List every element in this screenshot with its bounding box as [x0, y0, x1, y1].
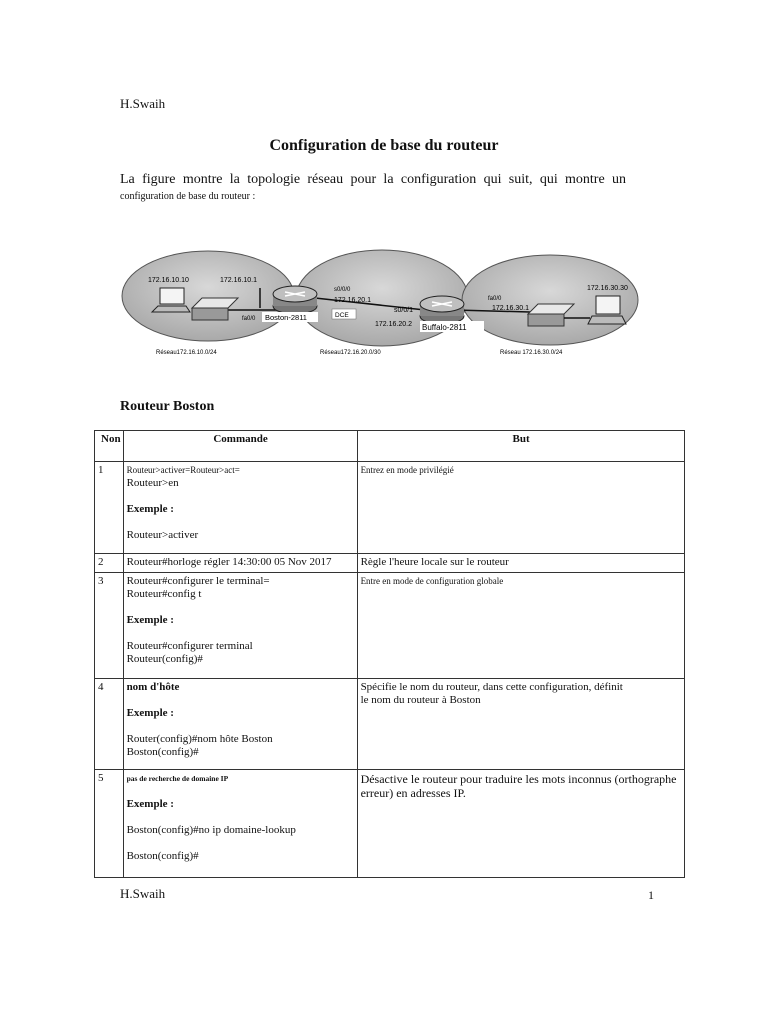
intro-line-1: La figure montre la topologie réseau pour la configuration qui suit, qui montre un: [120, 172, 626, 187]
command-text: Routeur>activer=Routeur>act=: [126, 465, 240, 475]
label-network-1: Réseau172.16.10.0/24: [156, 350, 217, 356]
header-num: Non: [95, 431, 124, 462]
example-label: Exemple :: [126, 798, 174, 810]
row-command: Routeur#horloge régler 14:30:00 05 Nov 2017: [123, 554, 357, 573]
example-label: Exemple :: [126, 707, 174, 719]
row-command: [123, 679, 357, 770]
command-text: Routeur#configurer le terminal=: [126, 575, 270, 587]
purpose-text: Entre en mode de configuration globale: [360, 576, 504, 586]
example-label: Exemple :: [126, 503, 174, 515]
row-number: 1: [95, 462, 124, 554]
table-row: [95, 679, 685, 770]
row-purpose: [357, 679, 684, 770]
row-number: 5: [95, 770, 124, 878]
label-buffalo-fa: fa0/0: [488, 296, 502, 302]
row-purpose: [357, 770, 684, 878]
example-label: Exemple :: [126, 614, 174, 626]
network-topology-diagram: [120, 248, 642, 364]
row-purpose: Règle l'heure locale sur le routeur: [357, 554, 684, 573]
command-text: Routeur#config t: [126, 588, 202, 600]
command-text: Routeur>en: [126, 477, 179, 489]
router-boston-icon: [273, 286, 317, 314]
router-buffalo-icon: [420, 296, 464, 324]
intro-line-2: configuration de base du routeur :: [120, 191, 256, 202]
example-line: Routeur(config)#: [126, 653, 203, 665]
table-header-row: [95, 431, 685, 462]
purpose-text: erreur) en adresses IP.: [360, 786, 466, 800]
example-line: Boston(config)#: [126, 746, 199, 758]
label-boston-name: Boston-2811: [265, 313, 307, 322]
label-buffalo-serial: s0/0/1: [394, 307, 414, 314]
example-line: Boston(config)#: [126, 850, 199, 862]
example-line: Router(config)#nom hôte Boston: [126, 733, 273, 745]
command-text: pas de recherche de domaine IP: [126, 774, 229, 783]
header-author: H.Swaih: [120, 96, 166, 111]
label-boston-wan-ip: 172.16.20.1: [334, 297, 371, 304]
header-purpose: But: [357, 431, 684, 462]
purpose-text: Entrez en mode privilégié: [360, 465, 454, 475]
footer-author: H.Swaih: [120, 886, 166, 901]
purpose-text: Spécifie le nom du routeur, dans cette configuration, définit: [360, 681, 623, 693]
command-text: nom d'hôte: [126, 681, 180, 693]
label-boston-serial: s0/0/0: [334, 287, 351, 293]
example-line: Boston(config)#no ip domaine-lookup: [126, 824, 296, 836]
table-row: [95, 554, 685, 573]
row-number: 2: [95, 554, 124, 573]
label-boston-fa: fa0/0: [242, 316, 256, 322]
label-buffalo-lan-ip: 172.16.30.1: [492, 305, 529, 312]
table-row: [95, 770, 685, 878]
network-cloud-1: [122, 251, 294, 341]
table-row: [95, 573, 685, 679]
label-buffalo-name: Buffalo-2811: [422, 323, 467, 332]
row-number: 4: [95, 679, 124, 770]
row-purpose: [357, 462, 684, 554]
example-line: Routeur#configurer terminal: [126, 640, 253, 652]
label-dce: DCE: [335, 312, 349, 319]
label-network-2: Réseau172.16.20.0/30: [320, 350, 381, 356]
label-pc-right-ip: 172.16.30.30: [587, 285, 628, 292]
row-command: [123, 770, 357, 878]
config-table: [94, 430, 685, 878]
row-purpose: [357, 573, 684, 679]
row-number: 3: [95, 573, 124, 679]
row-command: [123, 462, 357, 554]
page-number: 1: [648, 888, 654, 902]
example-line: Routeur>activer: [126, 529, 199, 541]
section-title: Routeur Boston: [120, 399, 215, 414]
purpose-text: Désactive le routeur pour traduire les mots inconnus (orthographe: [360, 772, 677, 786]
label-boston-lan-ip: 172.16.10.1: [220, 277, 257, 284]
table-row: [95, 462, 685, 554]
label-pc-left-ip: 172.16.10.10: [148, 277, 189, 284]
header-command: Commande: [123, 431, 357, 462]
page-title: Configuration de base du routeur: [269, 137, 499, 154]
row-command: [123, 573, 357, 679]
label-network-3: Réseau 172.16.30.0/24: [500, 350, 563, 356]
purpose-text: le nom du routeur à Boston: [360, 694, 481, 706]
label-buffalo-wan-ip: 172.16.20.2: [375, 321, 412, 328]
